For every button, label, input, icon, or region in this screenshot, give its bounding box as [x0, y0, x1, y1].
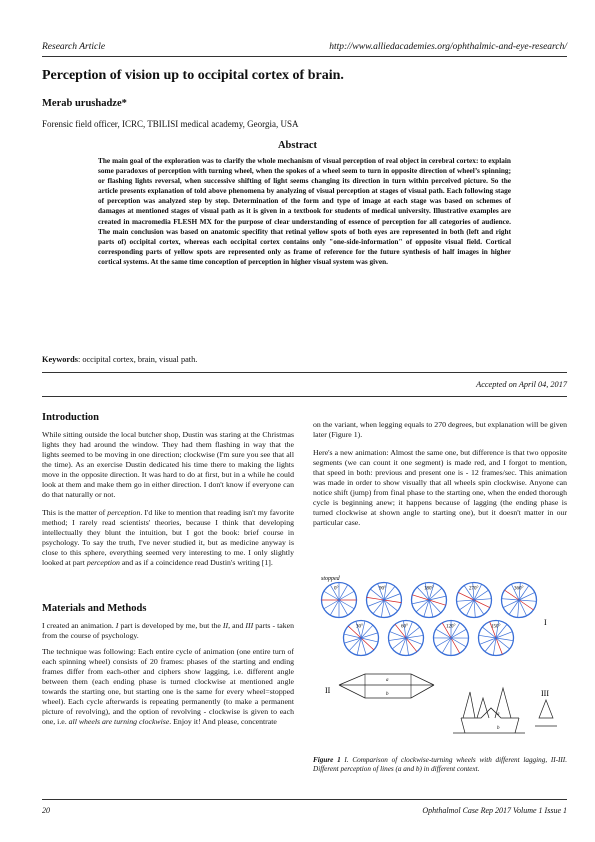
mark-b-ii: b [386, 692, 389, 697]
panel-ii-label: II [325, 686, 331, 695]
methods-p1-text-c: , and [228, 621, 246, 630]
methods-p1-part-ii: II [222, 621, 229, 630]
keywords-rule [42, 372, 567, 373]
methods-heading: Materials and Methods [42, 603, 147, 614]
wheel-lag-label: 360° [514, 586, 524, 592]
spinning-wheels [322, 583, 537, 656]
intro-p2-emphasis-2: perception [86, 558, 120, 568]
wheel [322, 583, 357, 618]
figure-1-caption [313, 756, 567, 774]
methods-p2-text-b: . Enjoy it! And please, concentrate [169, 717, 277, 727]
abstract-heading: Abstract [277, 140, 318, 151]
wheel-spoke [518, 600, 519, 617]
intro-paragraph-2 [42, 508, 294, 568]
footer-rule [42, 799, 567, 800]
figure-caption-text: I. Comparison of clockwise-turning wheels with different lagging, II-III. Different perception of lines (a and b) in different context. [313, 756, 567, 773]
keywords-label: Keywords [42, 355, 78, 364]
wheel-spoke [457, 600, 474, 601]
wheel-spoke [474, 599, 491, 600]
methods-p2-text-a: The technique was following: Each entire cycle of animation (one entire turn of each spinning wheel) consists of 20 frames: phases of the starting and ending frames differ from each-other and ciphers show lagging, i.e. different angle between them (each ending phase is turned clockwise at mentioned angle towards the starting one, but starting one is the same for every wheel=stopped wheel). Each cycle afterwards is repeating permanently (to make a permanent picture of revolving), and the option of revolving - clockwise is given to each one, i.e. [42, 647, 294, 727]
methods-paragraph-2 [42, 647, 294, 727]
methods-p1-part-i: I [115, 621, 119, 630]
intro-p2-text-c: and as if a coincidence read Dustin's writing [1]. [119, 558, 273, 568]
wheel-lag-label: 90° [379, 586, 386, 592]
intro-p2-text-a: This is the matter of [42, 508, 108, 517]
wheel [502, 583, 537, 618]
page-number: 20 [42, 806, 50, 815]
accepted-rule [42, 396, 567, 397]
methods-p1-text-d: parts - taken from the course of psychology. [42, 621, 294, 641]
wheel [344, 621, 379, 656]
mark-b-iii: b [497, 726, 500, 731]
right-paragraph-1: on the variant, when legging equals to 270 degrees, but explanation will be given later (Figure 1). [313, 420, 567, 440]
panel-i-label: I [544, 618, 547, 627]
wheel-lag-label: 30° [356, 624, 363, 630]
keywords-text: : occipital cortex, brain, visual path. [77, 355, 198, 364]
figure-1 [313, 568, 567, 748]
methods-p1-text-a: I created an animation. [42, 621, 116, 630]
wheel-lag-label: 120° [446, 624, 456, 630]
author-affiliation: Forensic field officer, ICRC, TBILISI medical academy, Georgia, USA [42, 119, 299, 129]
wheel-lag-label: 0° [334, 586, 339, 592]
right-paragraph-2: Here's a new animation: Almost the same one, but difference is that two opposite segments (we can count it one segment) is made red, and I forgot to mention, that speed in both: previous and present one is - 12 frames/sec. This animation was made in order to show visually that all wheels spin clockwise. Anyone can notice shift (jump) from final phase to the starting one, when the ended thorough cycle is beginning anew; it happens because of lagging (the ending phase is turned clockwise at shown angle to starting one), but it doesn't matter in our particular case. [313, 448, 567, 528]
header-rule [42, 56, 567, 57]
figure-caption-label: Figure 1 [313, 756, 341, 764]
wheel-lag-label: 150° [491, 624, 501, 630]
wheel-spoke [502, 599, 519, 600]
methods-p1-text-b: part is developed by me, but the [118, 621, 223, 630]
intro-p2-text-b: . I'd like to mention that reading isn't my favorite method; I rarely read scientists' theories, because I think that developing intellectually they blunt the intuition, but I got the book: brief course in psychology. To say the truth, I've never studied it, but as medicine anyway is close to this sphere, everything seemed very interesting to me. I only slightly looked at part [42, 508, 294, 568]
wheel [457, 583, 492, 618]
article-title: Perception of vision up to occipital cortex of brain. [42, 68, 344, 83]
keywords [42, 355, 197, 364]
panel-ii-illustration [339, 674, 434, 698]
wheel-lag-label: 270° [469, 586, 479, 592]
wheel [434, 621, 469, 656]
accepted-date: Accepted on April 04, 2017 [476, 380, 567, 389]
methods-p1-part-iii: III [245, 621, 254, 630]
wheel [479, 621, 514, 656]
mark-a-iii: a [497, 712, 500, 717]
wheel-lag-label: 180° [424, 586, 434, 592]
methods-paragraph-1 [42, 621, 294, 641]
wheel [389, 621, 424, 656]
wheel [367, 583, 402, 618]
intro-p2-emphasis: perception [107, 508, 141, 517]
wheel-lag-label: 60° [401, 624, 408, 630]
panel-iii-label: III [541, 689, 549, 698]
running-header-left: Research Article [42, 42, 106, 52]
mark-a-ii: a [386, 678, 389, 683]
abstract-text: The main goal of the exploration was to clarify the whole mechanism of visual perception of real object in cerebral cortex: to explain some paradoxes of perception with turning wheel, when the spokes of a wheel seem to turn in opposite direction of wheel’s spinning; or flashing lights reversal, when successive shifting of light seems changing its direction in turn within perceived picture. So the article presents explanation of told above phenomena by analyzing of visual perception at stages of visual path. Each following stage of perception was analyzed step by step. Determination of the form and type of image at each stage was based on schemes of damages at mentioned stages of visual path as it is given in a textbook for students of medical university. Illustrative examples are created in macromedia FLESH MX for the purpose of clear understanding of essence of perception for all categories of audience. The main conclusion was based on anatomic specifity that retinal yellow spots of both eyes are represented in both (left and right parts of) occipital cortex, whereas each occipital cortex contains only "one-side-information" of opposite visual field. Cortical corresponding parts of yellow spots are represented only as frame of reference for the future synthesis of half images in higher cortical systems. At the same time conception of perception in higher visual system was given. [98, 156, 511, 266]
wheel-spoke [519, 600, 536, 601]
methods-p2-emphasis: all wheels are turning clockwise [68, 717, 170, 727]
wheel-spoke [474, 600, 475, 617]
intro-paragraph-1: While sitting outside the local butcher shop, Dustin was staring at the Christmas lights they had around the window. They had them flashing in way that the lights seemed to be moving in one direction; clockwise (I'm sure you see that all the time). As an exercise Dustin dedicated his time there to making the lights move in the opposite direction. It was hard to do at first, but in a while he could look at them and make them go in either direction. I don't know if everyone can do that naturally or not. [42, 430, 294, 500]
wheel [412, 583, 447, 618]
stopped-label: stopped [321, 576, 340, 582]
journal-citation: Ophthalmol Case Rep 2017 Volume 1 Issue 1 [422, 806, 567, 815]
introduction-heading: Introduction [42, 412, 99, 423]
author-name: Merab urushadze* [42, 98, 127, 109]
journal-url[interactable]: http://www.alliedacademies.org/ophthalmic-and-eye-research/ [329, 42, 567, 52]
